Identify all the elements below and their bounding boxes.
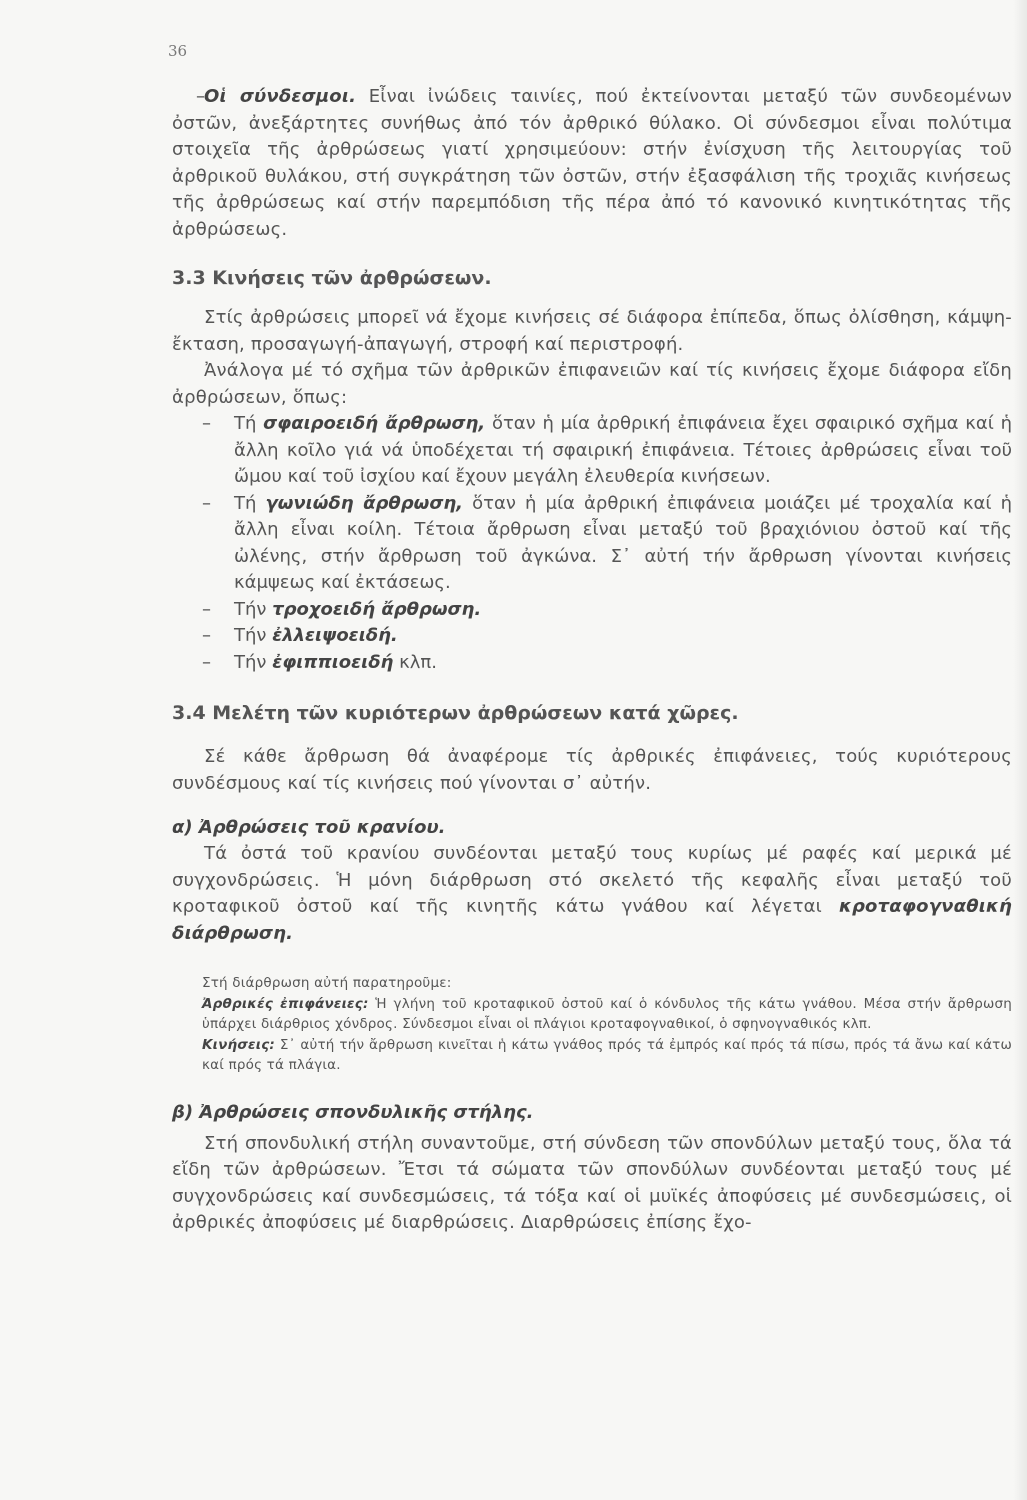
item-text: ὅταν ἡ μία ἀρθρική ἐπιφάνεια μοιάζει μέ τροχαλία καί ἡ ἄλλη εἶναι κοίλη. Τέτοια ἄρθρωση εἶναι μεταξύ τοῦ βραχιόνιου ὀστοῦ καί τῆς ὠλένης, στήν ἄρθρωση τοῦ ἀγκώνα. Σ᾽ αὐτή τήν ἄρθρωση γίνονται κινήσεις κάμψεως καί ἐκτάσεως. [234, 492, 1013, 593]
page-number: 36 [168, 42, 188, 60]
item-term: ἐφιππιοειδή [272, 651, 394, 673]
item-term: γωνιώδη ἄρθρωση, [265, 492, 463, 514]
note-surfaces [202, 994, 1012, 1035]
ligaments-paragraph [172, 84, 1012, 243]
subsection-a-heading: α) Ἀρθρώσεις τοῦ κρανίου. [172, 817, 446, 838]
list-item [172, 411, 1012, 491]
list-item [172, 597, 1012, 624]
item-prefix: Τή [234, 413, 264, 434]
spine-joints-paragraph: Στή σπονδυλική στήλη συναντοῦμε, στή σύνδεση τῶν σπονδύλων μεταξύ τους, ὅλα τά εἴδη τῶν ἀρθρώσεων. Ἔτσι τά σώματα τῶν σπονδύλων συνδέονται μεταξύ τους μέ συγχονδρώσεις καί συνδεσμώσεις, τά τόξα καί οἱ μυϊκές ἀποφύσεις μέ συνδεσμώσεις, οἱ ἀρθρικές ἀποφύσεις μέ διαρθρώσεις. Διαρθρώσεις ἐπίσης ἔχο- [172, 1132, 1012, 1233]
section-3-4-heading: 3.4 Μελέτη τῶν κυριότερων ἀρθρώσεων κατά χῶρες. [172, 702, 739, 724]
item-prefix: Τή [234, 492, 266, 514]
list-item [172, 491, 1012, 597]
note-surfaces-text: Ἡ γλήνη τοῦ κροταφικοῦ ὀστοῦ καί ὁ κόνδυλος τῆς κάτω γνάθου. Μέσα στήν ἄρθρωση ὑπάρχει διάρθριος χόνδρος. Σύνδεσμοι εἶναι οἱ πλάγιοι κροταφογναθικοί, ὁ σφηνογναθικός κλπ. [202, 995, 1013, 1032]
item-term: σφαιροειδή ἄρθρωση, [263, 413, 486, 434]
list-dash: – [202, 598, 211, 620]
item-text: ὅταν ἡ μία ἀρθρική ἐπιφάνεια ἔχει σφαιρικό σχῆμα καί ἡ ἄλλη κοῖλο γιά νά ὑποδέχεται τή σφαιρική ἐπιφάνεια. Τέτοιες ἀρθρώσεις εἶναι τοῦ ὤμου καί τοῦ ἰσχίου καί ἔχουν μεγάλη ἐλευθερία κινήσεων. [234, 413, 1013, 487]
page-content [172, 84, 1012, 1237]
section-3-4-intro: Σέ κάθε ἄρθρωση θά ἀναφέρομε τίς ἀρθρικές ἐπιφάνειες, τούς κυριότερους συνδέσμους καί τίς κινήσεις πού γίνονται σ᾽ αὐτήν. [172, 746, 1012, 794]
item-term: τροχοειδή ἄρθρωση. [272, 598, 482, 620]
joint-types-intro: Ἀνάλογα μέ τό σχῆμα τῶν ἀρθρικῶν ἐπιφανειῶν καί τίς κινήσεις ἔχομε διάφορα εἴδη ἀρθρώσεων, ὅπως: [172, 360, 1012, 408]
skull-joints-text: Τά ὀστά τοῦ κρανίου συνδέονται μεταξύ τους κυρίως μέ ραφές καί μερικά μέ συγχονδρώσεις. Ἡ μόνη διάρθρωση στό σκελετό τῆς κεφαλῆς εἶναι μεταξύ τοῦ κροταφικοῦ ὀστοῦ καί τῆς κινητῆς κάτω γνάθου καί λέγεται [172, 843, 1012, 917]
ligaments-term: Οἱ σύνδεσμοι. [204, 86, 357, 107]
section-3-3-heading: 3.3 Κινήσεις τῶν ἀρθρώσεων. [172, 267, 492, 289]
list-dash: – [202, 651, 211, 673]
list-dash: – [202, 413, 211, 434]
note-movements-label: Κινήσεις: [202, 1036, 276, 1053]
joint-types-list [172, 411, 1012, 676]
list-dash: – [202, 625, 211, 646]
page-edge-shadow [1013, 0, 1027, 1500]
tmj-note [172, 973, 1012, 1076]
item-prefix: Τήν [234, 625, 273, 646]
note-surfaces-label: Ἀρθρικές ἐπιφάνειες: [202, 995, 369, 1012]
note-intro: Στή διάρθρωση αὐτή παρατηροῦμε: [202, 975, 452, 991]
skull-joints-paragraph [172, 841, 1012, 947]
list-item [172, 623, 1012, 650]
item-text: κλπ. [393, 651, 437, 673]
tmj-term: κροταφογναθική διάρθρωση. [172, 896, 1012, 944]
item-prefix: Τήν [234, 598, 273, 620]
note-movements-text: Σ᾽ αὐτή τήν ἄρθρωση κινεῖται ἡ κάτω γνάθος πρός τά ἐμπρός καί πρός τά πίσω, πρός τά ἄνω καί κάτω καί πρός τά πλάγια. [202, 1036, 1012, 1073]
ligaments-text: Εἶναι ἰνώδεις ταινίες, πού ἐκτείνονται μεταξύ τῶν συνδεομένων ὀστῶν, ἀνεξάρτητες συνήθως ἀπό τόν ἀρθρικό θύλακο. Οἱ σύνδεσμοι εἶναι πολύτιμα στοιχεῖα τῆς ἀρθρώσεως γιατί χρησιμεύουν: στήν ἐνίσχυση τῆς λειτουργίας τοῦ ἀρθρικοῦ θυλάκου, στή συγκράτηση τῶν ὀστῶν, στήν ἐξασφάλιση τῆς τροχιᾶς κινήσεως τῆς ἀρθρώσεως καί στήν παρεμπόδιση τῆς πέρα ἀπό τό κανονικό κινητικότητας τῆς ἀρθρώσεως. [172, 86, 1012, 240]
note-movements [202, 1035, 1012, 1076]
item-prefix: Τήν [234, 651, 273, 673]
list-dash: – [196, 86, 206, 107]
item-term: ἐλλειψοειδή. [272, 625, 398, 646]
list-dash: – [202, 492, 211, 514]
subsection-b-heading: β) Ἀρθρώσεις σπονδυλικῆς στήλης. [172, 1101, 534, 1123]
list-item [172, 650, 1012, 677]
movements-paragraph: Στίς ἀρθρώσεις μπορεῖ νά ἔχομε κινήσεις σέ διάφορα ἐπίπεδα, ὅπως ὀλίσθηση, κάμψη-ἔκταση, προσαγωγή-ἀπαγωγή, στροφή καί περιστροφή. [172, 307, 1012, 355]
